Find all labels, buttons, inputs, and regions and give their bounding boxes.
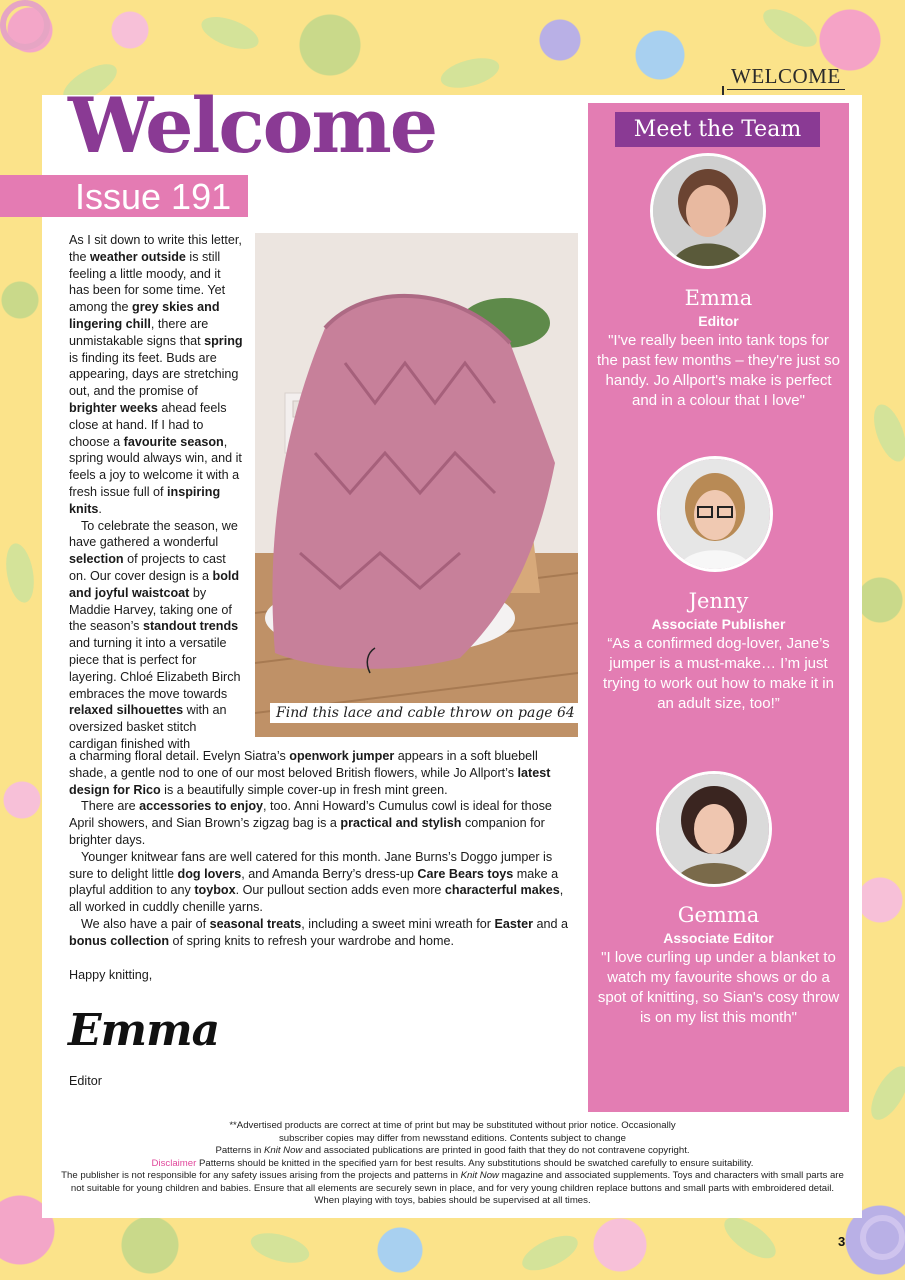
signature-role: Editor (69, 1074, 102, 1088)
signoff: Happy knitting, (69, 968, 153, 982)
disclaimer (60, 1120, 845, 1208)
letter-column-full (69, 748, 574, 950)
disclaimer-line: **Advertised products are correct at time of print but may be substituted without prior notice. Occasionally (229, 1120, 676, 1131)
member-quote: "I love curling up under a blanket to watch my favourite shows or do a spot of knitting, so Sian's cosy throw is on my list this month" (597, 949, 840, 1026)
blanket-photo (255, 233, 578, 737)
member-name: Jenny (688, 589, 749, 613)
avatar-gemma (656, 771, 772, 887)
member-role: Associate Editor (663, 930, 774, 946)
member-name: Gemma (677, 903, 760, 927)
avatar-jenny (657, 456, 773, 572)
blanket-illustration (255, 233, 578, 737)
member-role: Associate Publisher (651, 616, 786, 632)
disclaimer-line: The publisher is not responsible for any safety issues arising from the projects and patterns in Knit Now magazine and associated supplements. Toys and characters with small parts are not suitable for young children and babies. Ensure that all elements are securely sewn in place, and for very young children replace buttons and small parts with embroidered detail. When playing with toys, babies should be supervised at all times. (61, 1170, 844, 1206)
letter-paragraph-1: As I sit down to write this letter, the weather outside is still feeling a little moody, and it has been for some time. Yet among the grey skies and lingering chill, there are unmistakable signs that spring is finding its feet. Buds are appearing, days are stretching out, and the promise of brighter weeks ahead feels close at hand. If I had to choose a favourite season, spring would always win, and it feels a joy to welcome it with a fresh issue full of inspiring knits. (69, 233, 243, 516)
issue-number: Issue 191 (75, 176, 232, 217)
disclaimer-line: Disclaimer Patterns should be knitted in the specified yarn for best results. Any substitutions should be swatched carefully to ensure suitability. (151, 1157, 754, 1169)
letter-paragraph-3: There are accessories to enjoy, too. Anni Howard’s Cumulus cowl is ideal for those April showers, and Sian Brown’s zigzag bag is a practical and stylish companion for brighter days. (69, 799, 552, 847)
disclaimer-label: Disclaimer (151, 1157, 197, 1169)
member-quote: "I've really been into tank tops for the past few months – they're just so handy. Jo Allport's make is perfect and in a colour that I love" (597, 332, 840, 409)
member-name: Emma (684, 286, 753, 310)
letter-paragraph-2: To celebrate the season, we have gathered a wonderful selection of projects to cast on. Our cover design is a bold and joyful waistcoat by Maddie Harvey, taking one of the season’s standout trends and turning it into a versatile piece that is perfect for layering. Chloé Elizabeth Birch embraces the move towards relaxed silhouettes with an oversized basket stitch cardigan finished with (69, 518, 241, 751)
letter-paragraph-5: We also have a pair of seasonal treats, including a sweet mini wreath for Easter and a bonus collection of spring knits to refresh your wardrobe and home. (69, 916, 569, 948)
member-role: Editor (698, 313, 739, 329)
page-number: 3 (838, 1234, 846, 1249)
signature: Emma (68, 1005, 220, 1056)
letter-paragraph-4: Younger knitwear fans are well catered for this month. Jane Burns’s Doggo jumper is sure to delight little dog lovers, and Amanda Berry’s dress-up Care Bears toys make a playful addition to any toybox. Our pullout section adds even more characterful makes, all worked in cuddly chenille yarns. (69, 849, 564, 915)
section-label: WELCOME (727, 64, 845, 90)
member-quote: “As a confirmed dog-lover, Jane’s jumper is a must-make… I’m just trying to work out how to make it in an adult size, too!” (603, 635, 834, 712)
disclaimer-line: Patterns in Knit Now and associated publications are printed in good faith that they do not contravene copyright. (215, 1145, 690, 1156)
page-title: Welcome (68, 81, 437, 170)
photo-caption: Find this lace and cable throw on page 64 (270, 703, 581, 723)
letter-paragraph-2-cont: a charming floral detail. Evelyn Siatra’s openwork jumper appears in a soft bluebell shade, a gentle nod to one of our most beloved British flowers, while Jo Allport’s latest design for Rico is a beautifully simple cover-up in fresh mint green. (69, 749, 551, 797)
avatar-emma (650, 153, 766, 269)
disclaimer-line: subscriber copies may differ from newsstand editions. Contents subject to change (279, 1132, 626, 1144)
team-heading: Meet the Team (615, 112, 820, 147)
letter-column (69, 232, 244, 753)
